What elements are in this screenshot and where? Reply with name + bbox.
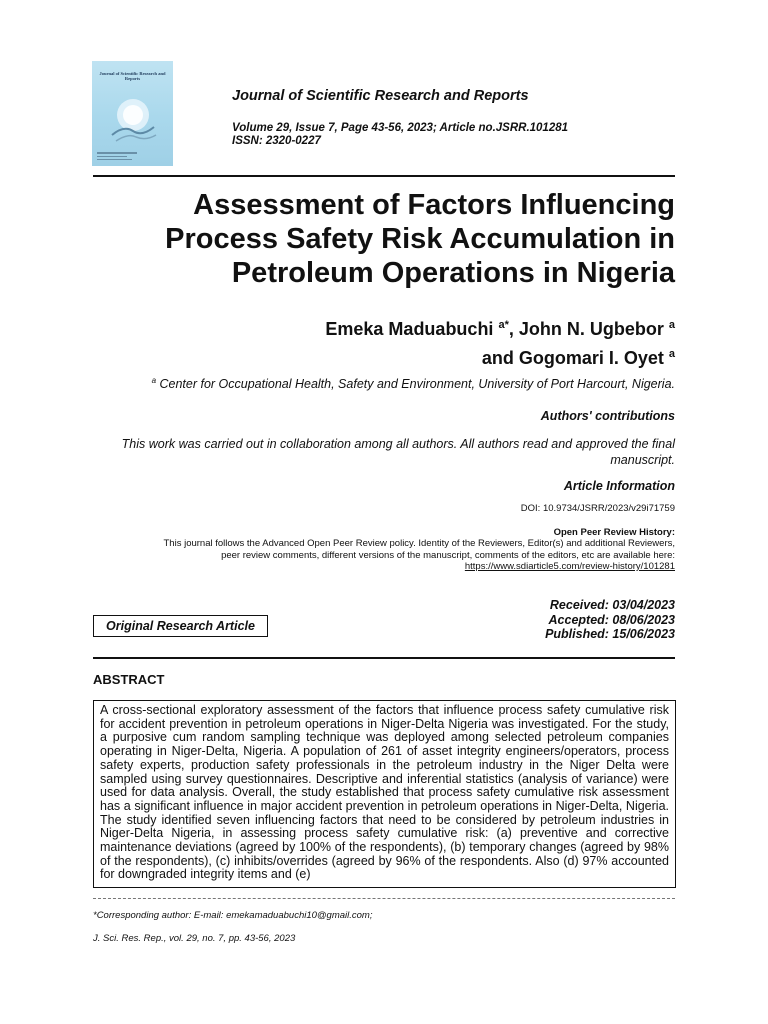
author-name-2: , John N. Ugbebor [508,319,664,339]
cover-title: Journal of Scientific Research and Reports [99,71,166,81]
author-sup-2: a [668,319,675,331]
peer-review-heading: Open Peer Review History: [553,527,675,538]
affiliation-sup: a [151,376,157,385]
footnote-separator [93,898,675,899]
affiliation-text: Center for Occupational Health, Safety and Environment, University of Port Harcourt, Nigeria. [156,377,675,392]
peer-review-text [93,538,675,573]
author-name-1: Emeka Maduabuchi [325,319,494,339]
corresponding-author-footnote: *Corresponding author: E-mail: emekamaduabuchi10@gmail.com; [93,910,373,921]
date-received: Received: 03/04/2023 [549,598,675,612]
peer-review-line-2: peer review comments, different versions of the manuscript, comments of the editors, etc are available here: [221,549,675,561]
affiliation [93,376,675,391]
authors-line-2 [93,342,675,371]
peer-review-link[interactable]: https://www.sdiarticle5.com/review-history/101281 [464,561,675,572]
author-sup-3: a [668,348,675,360]
peer-review-line-1: This journal follows the Advanced Open Peer Review policy. Identity of the Reviewers, Editor(s) and additional Reviewers, [163,538,675,549]
page-citation: J. Sci. Res. Rep., vol. 29, no. 7, pp. 43-56, 2023 [93,933,296,944]
authors-line-1 [93,313,675,342]
abstract-rule [93,657,675,659]
author-sup-1: a* [498,319,509,331]
title-line-2: Process Safety Risk Accumulation in [165,223,675,255]
journal-volume-line: Volume 29, Issue 7, Page 43-56, 2023; Article no.JSRR.101281 [232,122,569,134]
author-list [93,313,675,371]
journal-name: Journal of Scientific Research and Reports [232,88,529,104]
header-rule [93,175,675,177]
article-type-badge: Original Research Article [93,615,268,637]
article-dates [400,598,675,642]
date-accepted: Accepted: 08/06/2023 [548,612,675,627]
cover-text-lines [97,150,147,160]
cover-artwork-icon [106,89,160,147]
contributions-text: This work was carried out in collaboration among all authors. All authors read and approved the final manuscript. [121,437,675,467]
title-line-1: Assessment of Factors Influencing [193,189,675,221]
abstract-text: A cross-sectional exploratory assessment of the factors that influence process safety cumulative risk for accident prevention in petroleum operations in Niger-Delta Nigeria was investigated. For the study, a purposive cum random sampling technique was deployed among selected petroleum companies operating in Niger-Delta, Nigeria. A population of 261 of asset integrity engineers/operators, process safety experts, production safety professionals in the petroleum industry in the Niger Delta were sampled using survey questionnaires. Descriptive and inferential statistics (analysis of variance) were used for data analysis. Overall, the study established that process safety cumulative risk assessment has a significant influence in major accident prevention in petroleum operations in Niger-Delta, Nigeria. The study identified seven influencing factors that need to be considered by petroleum industries in Niger-Delta Nigeria, in assessing process safety cumulative risk: (a) preventive and corrective maintenance deviations (agreed by 100% of the respondents), (b) temporary changes (agreed by 98% of the respondents), (c) inhibits/overrides (agreed by 96% of the respondents. Also (d) 97% accounted for downgraded integrity items and (e) [100,703,669,882]
doi: DOI: 10.9734/JSRR/2023/v29i71759 [520,503,675,514]
abstract-box [93,700,676,888]
date-published: Published: 15/06/2023 [545,627,675,641]
journal-issn: ISSN: 2320-0227 [232,135,321,147]
article-info-heading: Article Information [563,479,675,493]
contributions-heading: Authors' contributions [540,409,675,423]
author-name-3: and Gogomari I. Oyet [481,348,664,368]
article-title [93,188,675,290]
title-line-3: Petroleum Operations in Nigeria [231,257,675,289]
abstract-heading: ABSTRACT [93,672,165,687]
journal-cover-thumbnail [92,61,173,166]
